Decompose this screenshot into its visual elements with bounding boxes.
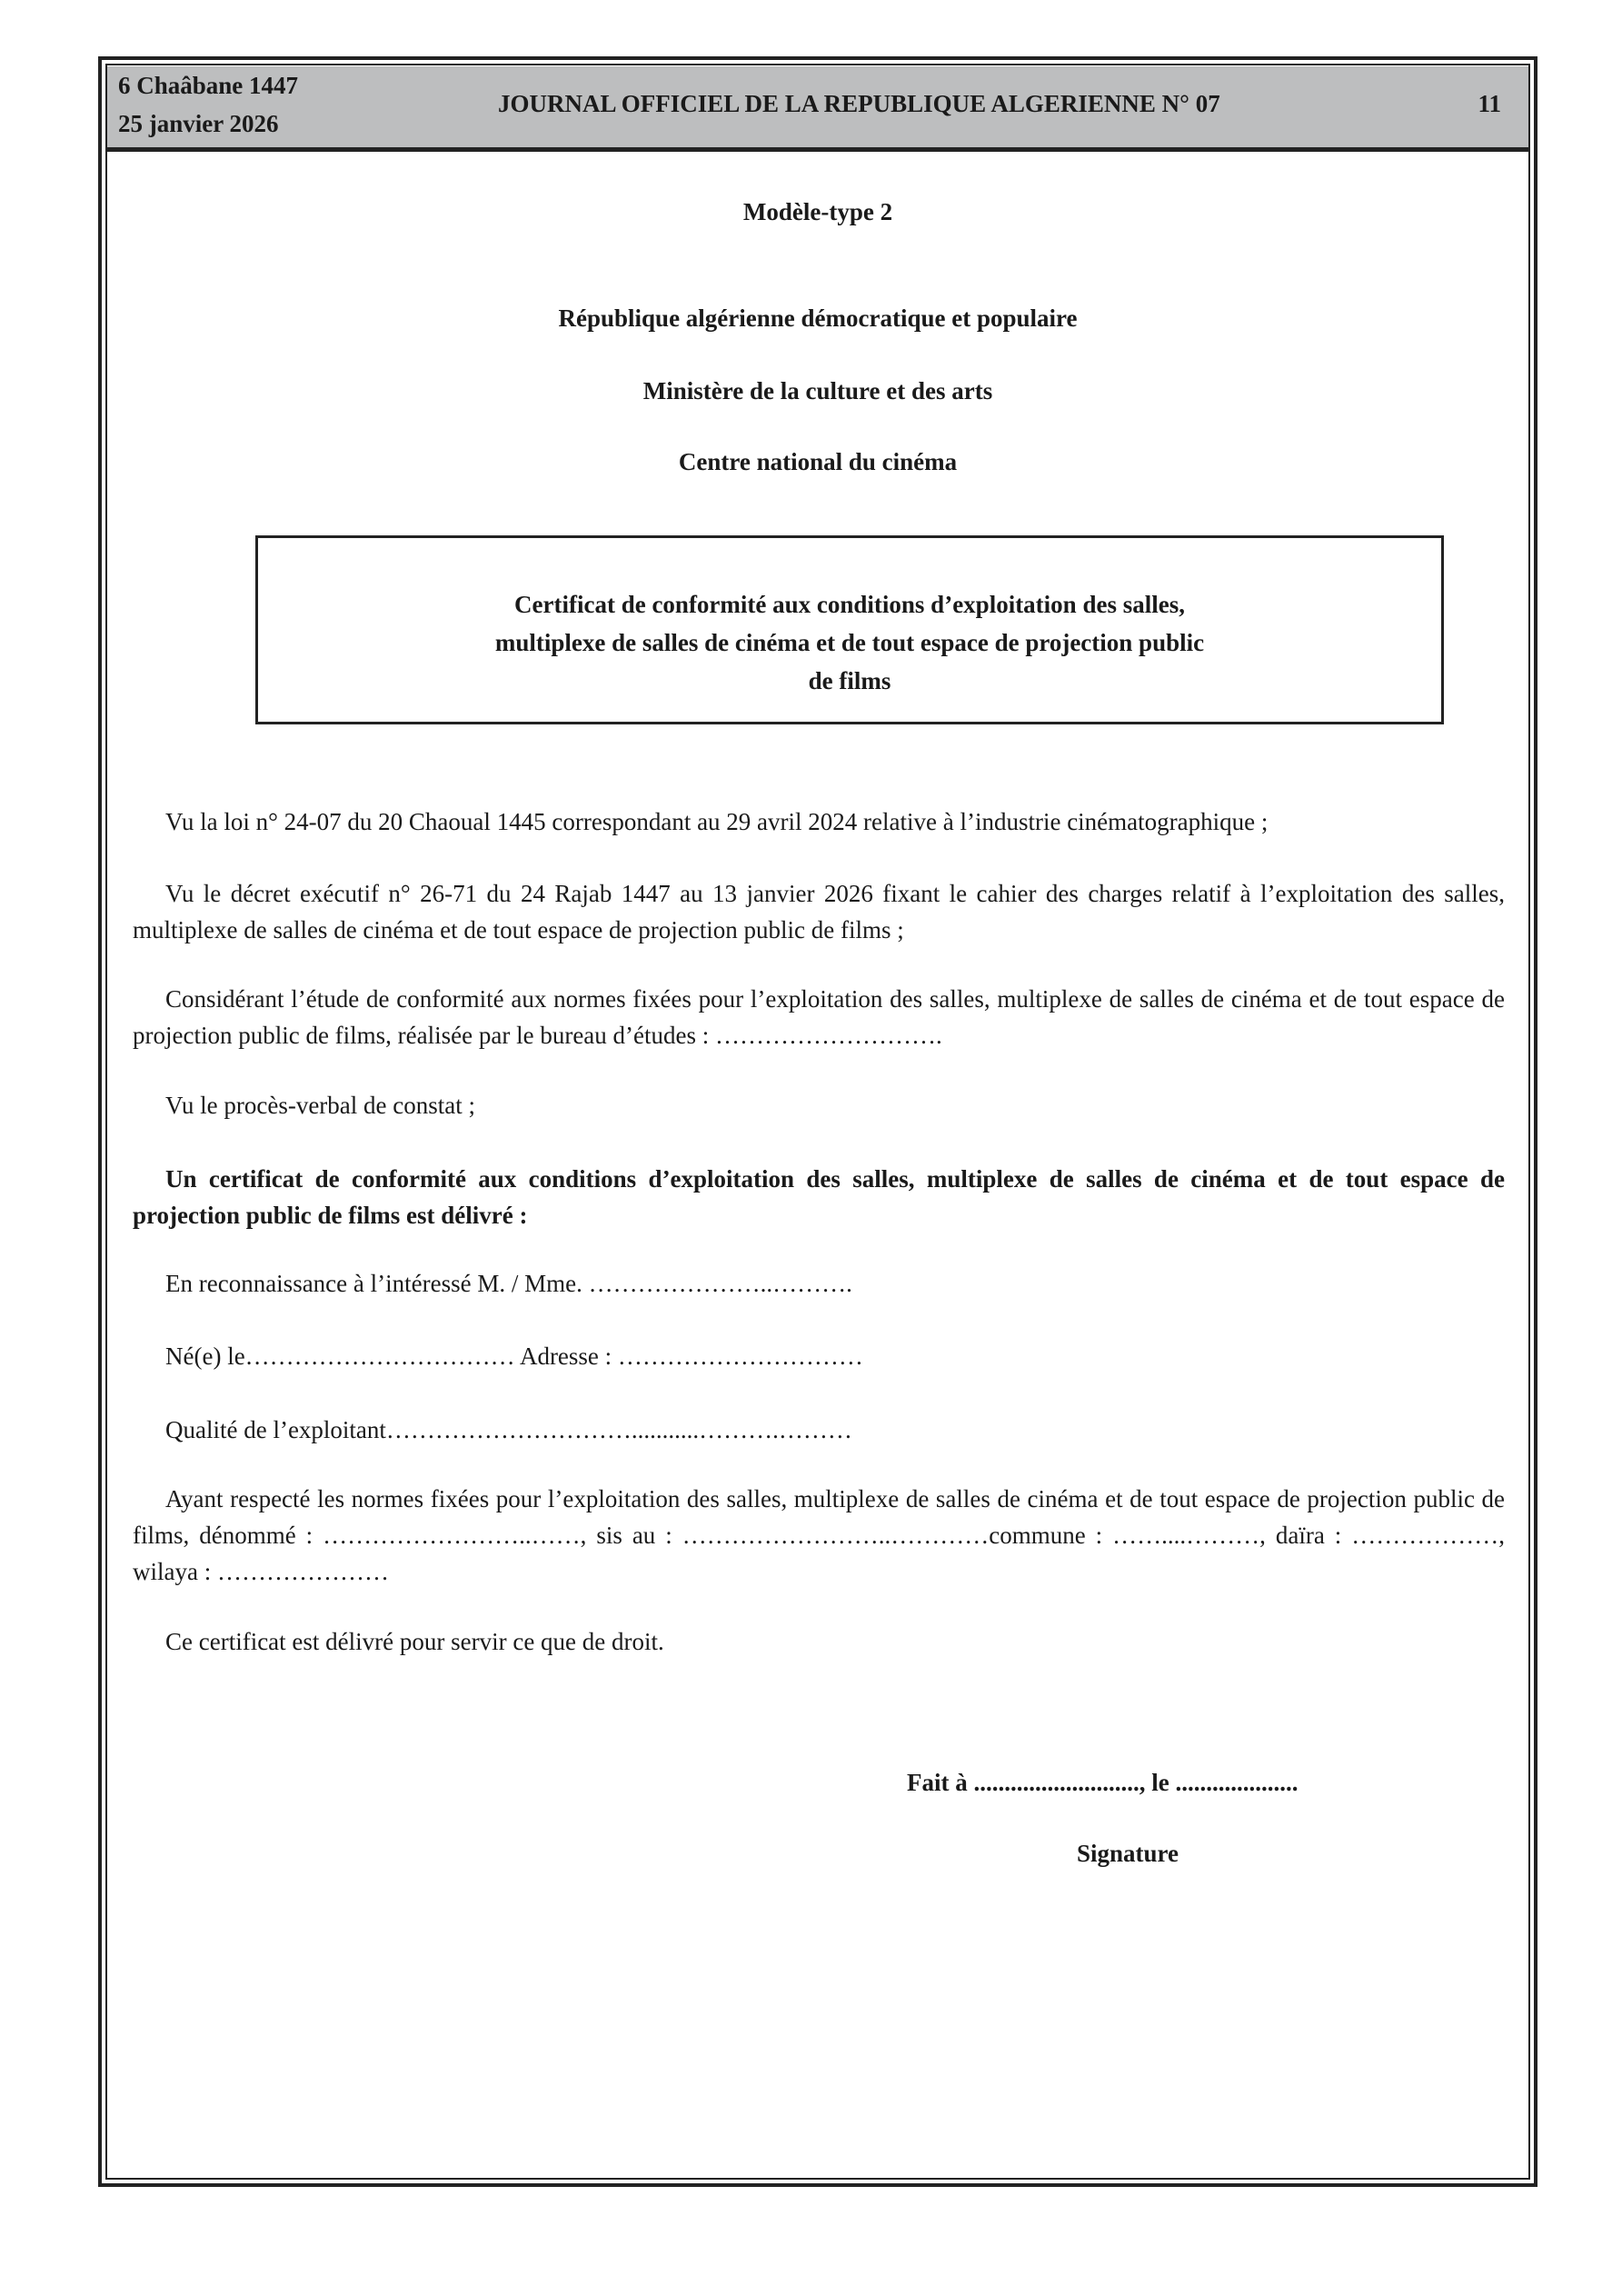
journal-header bbox=[107, 66, 1528, 152]
date-hijri: 6 Chaâbane 1447 bbox=[118, 72, 299, 99]
model-label: Modèle-type 2 bbox=[742, 198, 893, 225]
paragraph-closing: Ce certificat est délivré pour servir ce que de droit. bbox=[165, 1628, 664, 1655]
paragraph-study: Considérant l’étude de conformité aux normes fixées pour l’exploitation des salles, multiplexe de salles de cinéma et de tout espace de projection public de films, réalisée par le bureau d’études : ………………………. bbox=[133, 985, 1505, 1049]
journal-title: JOURNAL OFFICIEL DE LA REPUBLIQUE ALGERIENNE N° 07 bbox=[498, 90, 1220, 117]
date-gregorian: 25 janvier 2026 bbox=[118, 110, 279, 137]
page-number: 11 bbox=[1478, 90, 1501, 117]
certificate-title-box bbox=[255, 535, 1444, 724]
field-holder: En reconnaissance à l’intéressé M. / Mme. …………………..………. bbox=[165, 1270, 852, 1297]
paragraph-decree: Vu le décret exécutif n° 26-71 du 24 Rajab 1447 au 13 janvier 2026 fixant le cahier des charges relatif à l’exploitation des salles, multiplexe de salles de cinéma et de tout espace de projection public de films ; bbox=[133, 880, 1505, 943]
field-birth-address: Né(e) le…………………………… Adresse : ………………………… bbox=[165, 1343, 863, 1370]
paragraph-delivery: Un certificat de conformité aux conditions d’exploitation des salles, multiplexe de salles de cinéma et de tout espace de projection public de films est délivré : bbox=[133, 1165, 1505, 1229]
signature-label: Signature bbox=[1077, 1840, 1179, 1867]
paragraph-pv: Vu le procès-verbal de constat ; bbox=[165, 1092, 475, 1119]
ministry-heading: Ministère de la culture et des arts bbox=[642, 377, 993, 404]
paragraph-compliance: Ayant respecté les normes fixées pour l’exploitation des salles, multiplexe de salles de cinéma et de tout espace de projection public de films, dénommé : ……………………..……, sis au : ……………………..…………commune : ……....………, daïra : ………………, wilaya : ………………… bbox=[133, 1485, 1505, 1585]
republic-heading: République algérienne démocratique et populaire bbox=[558, 304, 1078, 332]
place-date-line: Fait à ..........................., le .................... bbox=[907, 1769, 1299, 1796]
centre-heading: Centre national du cinéma bbox=[678, 448, 958, 475]
certificate-title: Certificat de conformité aux conditions d’exploitation des salles, multiplexe de salles de cinéma et de tout espace de projection public de films bbox=[494, 591, 1205, 694]
paragraph-law: Vu la loi n° 24-07 du 20 Chaoual 1445 correspondant au 29 avril 2024 relative à l’industrie cinématographique ; bbox=[165, 808, 1269, 835]
field-operator-quality: Qualité de l’exploitant…………………………...........……….……… bbox=[165, 1416, 852, 1443]
